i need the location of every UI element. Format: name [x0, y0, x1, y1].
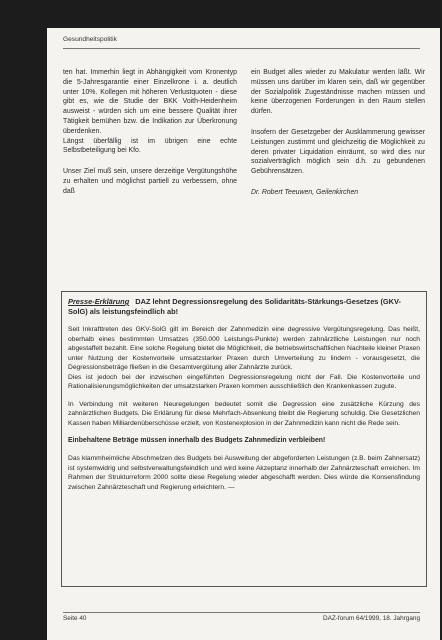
left-paragraph-1: ten hat. Immerhin liegt in Abhängigkeit vom Kronentyp die 5-Jahresgarantie einer Einzelkrone i. a. deutlich unter 10%. Kollegen mit höheren Verlustquoten - diese gibt es, wie die Studie der BKK Voith-Heidenheim ausweist - würden sich um eine bessere Qualität ihrer Tätigkeit bemühen bzw. die Indikation zur Überkronung überdenken.	[63, 69, 237, 135]
press-release-label: Presse-Erklärung	[68, 297, 130, 306]
press-release-title: DAZ lehnt Degressionsregelung des Solidaritäts-Stärkungs-Gesetzes (GKV-SolG) als leistungsfeindlich ab!	[68, 297, 401, 316]
left-paragraph-3: Unser Ziel muß sein, unsere derzeitige Vergütungshöhe zu erhalten und möglichst partiell zu verbessern, ohne daß	[63, 168, 237, 195]
page-number: Seite 40	[63, 615, 87, 622]
press-release-box	[61, 291, 427, 587]
header-rule	[63, 48, 420, 49]
left-paragraph-2: Längst überfällig ist im übrigen eine echte Selbstbeteiligung bei Kfo.	[63, 137, 237, 155]
press-highlight: Einbehaltene Beträge müssen innerhalb des Budgets Zahnmedizin verbleiben!	[68, 437, 326, 445]
right-paragraph-1: ein Budget alles wieder zu Makulatur werden läßt. Wir müssen uns darüber im klaren sein, daß wir gegenüber der Sozialpolitik Zugeständnisse machen müssen und keine überzogenen Forderungen in den Raum stellen dürfen.	[251, 69, 425, 116]
left-column	[63, 68, 237, 209]
press-paragraph-4: Das klammheimliche Abschmelzen des Budgets bei Ausweitung der abgeforderten Leistungen (z.B. beim Zahnersatz) ist systemwidrig und selbstverwaltungsfeindlich und wird keine Akzeptanz innerhalb der Zahnärzteschaft erreichen. Im Rahmen der Strukturreform 2000 sollte diese Regelung wieder abgeschafft werden. Dies würde die Konsensfindung zwischen Zahnärzteschaft und Regierung erleichtern. —	[68, 455, 420, 491]
article-columns	[63, 68, 425, 209]
magazine-page	[47, 28, 440, 640]
footer-rule	[63, 612, 420, 613]
press-paragraph-2: Dies ist jedoch bei der inzwischen eingeführten Degressionsregelung nicht der Fall. Die Kostenvorteile und Rationalisierungsmöglichkeiten der umsatzstarken Praxen kommen ausschließlich den Krankenkassen zugute.	[68, 373, 420, 391]
press-paragraph-3: In Verbindung mit weiteren Neuregelungen bedeutet somit die Degression eine zusätzliche Kürzung des zahnärztlichen Budgets. Die Erklärung für diese Mehrfach-Absenkung bleibt die Regierung schuldig. Die Gesetzlichen Kassen haben Milliardenüberschüsse erzielt, von Kostenexplosion in der Zahnmedizin kann nicht die Rede sein.	[68, 400, 420, 427]
publication-info: DAZ-forum 64/1999, 18. Jahrgang	[323, 615, 420, 622]
right-column	[251, 68, 425, 209]
press-paragraph-1: Seit Inkrafttreten des GKV-SolG gilt im Bereich der Zahnmedizin eine degressive Vergütungsregelung. Das heißt, oberhalb eines bestimmten Umsatzes (350.000 Leistungs-Punkte) werden zahnärztliche Leistungen nur noch abgestaffelt bezahlt. Eine solche Regelung bietet die Möglichkeit, die betriebswirtschaftlichen Nachteile kleiner Praxen unter Nutzung der Kostenvorteile umsatzstarker Praxen durch Umverteilung zu lindern - vorausgesetzt, die Degressionsbeträge fließen in die Gesamtvergütung aller Zahnärzte zurück.	[68, 326, 420, 372]
section-header: Gesundheitspolitik	[63, 36, 117, 43]
author-signature: Dr. Robert Teeuwen, Geilenkirchen	[251, 188, 359, 196]
page-footer	[63, 615, 420, 622]
press-release-heading	[68, 297, 420, 317]
right-paragraph-2: Insofern der Gesetzgeber der Ausklammerung gewisser Leistungen zustimmt und gleichzeitig die Möglichkeit zu deren privater Liquidation einräumt, so wird dies nur sozialverträglich möglich sein d.h. zu gebundenen Gebührensätzen.	[251, 128, 425, 176]
